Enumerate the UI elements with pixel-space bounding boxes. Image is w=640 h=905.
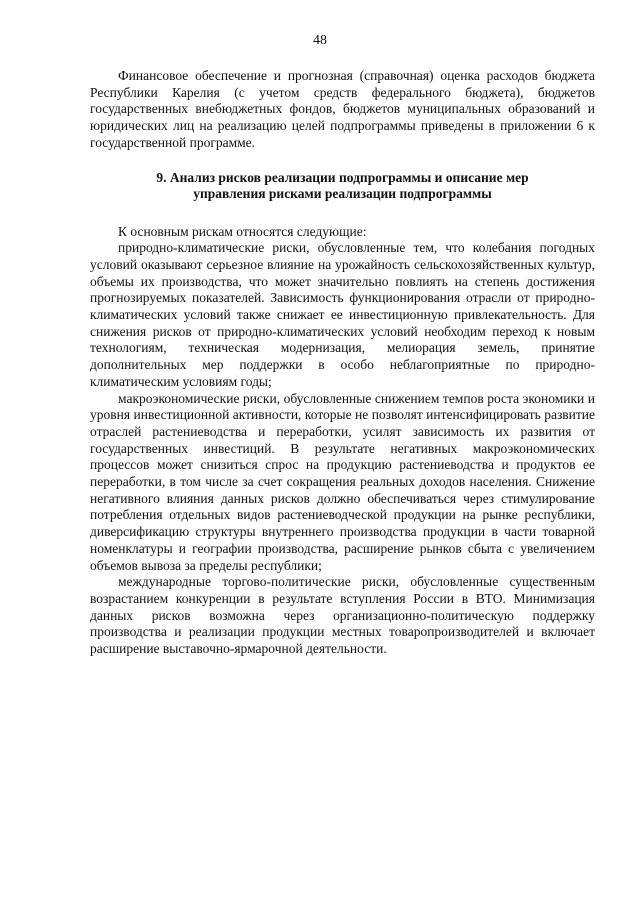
page-number: 48 <box>313 33 327 48</box>
section-heading <box>90 170 595 203</box>
macroeconomic-risks-paragraph: макроэкономические риски, обусловленные снижением темпов роста экономики и уровня инвестиционной активности, которые не позволят интенсифицировать развитие отраслей растениеводства и переработки, усилят зависимость их развития от государственных инвестиций. В результате негативных макроэкономических процессов может снизиться спрос на продукцию растениеводства и продуктов ее переработки, в том числе за счет сокращения реальных доходов населения. Снижение негативного влияния данных рисков должно обеспечиваться через стимулирование потребления отдельных видов растениеводческой продукции на рынке республики, диверсификацию структуры внутреннего производства продукции в части товарной номенклатуры и географии производства, расширение рынков сбыта с увеличением объемов вывоза за пределы республики; <box>90 390 595 573</box>
section-heading-line-2: управления рисками реализации подпрограммы <box>193 186 492 202</box>
page-content <box>90 68 595 658</box>
climate-risks-paragraph: природно-климатические риски, обусловленные тем, что колебания погодных условий оказывают серьезное влияние на урожайность сельскохозяйственных культур, объемы их производства, что может значительно повлиять на степень достижения прогнозируемых показателей. Зависимость функционирования отрасли от природно-климатических условий также снижает ее инвестиционную привлекательность. Для снижения рисков от природно-климатических условий необходим переход к новым технологиям, техническая модернизация, мелиорация земель, принятие дополнительных мер поддержки в особо неблагоприятные по природно-климатическим условиям годы; <box>90 240 595 389</box>
intro-paragraph: Финансовое обеспечение и прогнозная (справочная) оценка расходов бюджета Республики Карелия (с учетом средств федерального бюджета), бюджетов государственных внебюджетных фондов, бюджетов муниципальных образований и юридических лиц на реализацию целей подпрограммы приведены в приложении 6 к государственной программе. <box>90 68 595 150</box>
section-heading-line-1: 9. Анализ рисков реализации подпрограммы и описание мер <box>156 169 529 185</box>
risks-intro-paragraph: К основным рискам относятся следующие: <box>118 223 367 239</box>
trade-political-risks-paragraph: международные торгово-политические риски, обусловленные существенным возрастанием конкуренции в результате вступления России в ВТО. Минимизация данных рисков возможна через организационно-политическую поддержку производства и реализации продукции местных товаропроизводителей и включает расширение выставочно-ярмарочной деятельности. <box>90 574 595 657</box>
